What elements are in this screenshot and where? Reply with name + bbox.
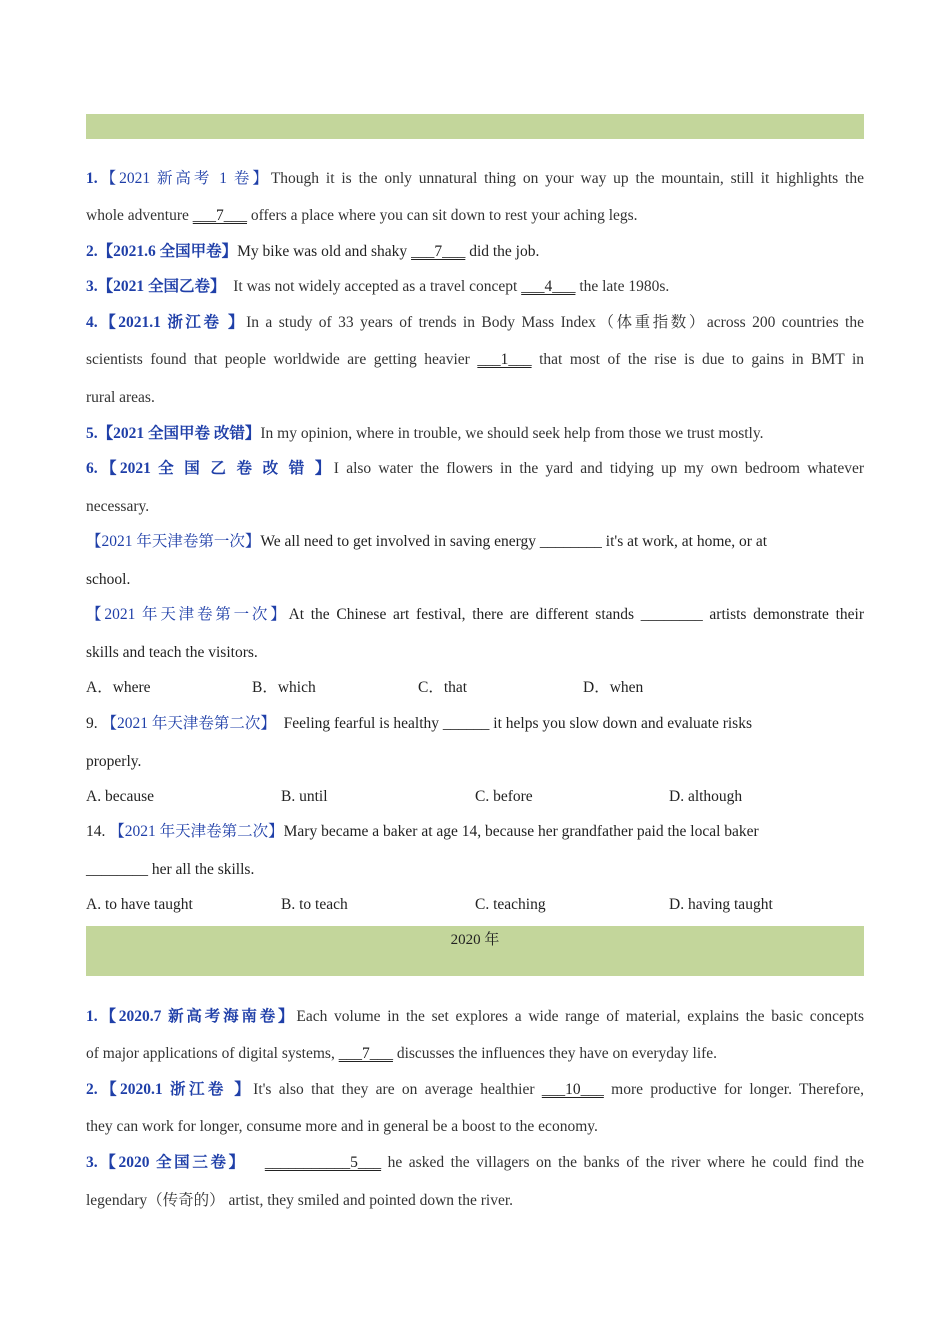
answer-blank: ___4___ (521, 278, 576, 295)
option-d: D. although (669, 788, 743, 805)
option-d: D．when (583, 679, 644, 696)
question-2021-6-line2: necessary. (86, 498, 150, 515)
option-c: C. before (475, 788, 533, 805)
question-2021-1-line2: whole adventure ___7___ offers a place where you can sit down to rest your aching legs. (86, 207, 638, 224)
question-2021-3: 3.【2021 全国乙卷】 It was not widely accepted as a travel concept ___4___ the late 1980s. (86, 278, 670, 295)
section-header-band (86, 114, 864, 139)
section-heading-text: 2020 年 (450, 932, 500, 948)
question-2021-1-line1: 1.【2021 新高考 1 卷】Though it is the only unnatural thing on your way up the mountain, still it highlights the (86, 170, 864, 187)
question-2020-3-line1: 3.【2020 全国三卷】 ___________5___ he asked the villagers on the banks of the river where he could find the (86, 1154, 864, 1171)
section-heading-2020 (86, 926, 864, 976)
question-2020-3-line2: legendary（传奇的） artist, they smiled and pointed down the river. (86, 1192, 514, 1209)
question-2021-4-line2: scientists found that people worldwide are getting heavier ___1___ that most of the rise is due to gains in BMT in (86, 351, 864, 368)
question-2021-4-line3: rural areas. (86, 389, 155, 406)
question-2021-4-line1: 4.【2021.1 浙江卷 】In a study of 33 years of trends in Body Mass Index（体重指数）across 200 countries the (86, 314, 864, 331)
option-a: A. because (86, 788, 154, 805)
answer-blank: ___10___ (541, 1081, 604, 1098)
question-tianjin-1-line2: school. (86, 571, 131, 588)
question-2021-6-line1: 6.【2021 全 国 乙 卷 改 错 】I also water the flowers in the yard and tidying up my own bedroom whatever (86, 460, 864, 477)
question-2021-14-line1: 14. 【2021 年天津卷第二次】Mary became a baker at age 14, because her grandfather paid the local baker (86, 823, 759, 840)
answer-blank: ___________5___ (264, 1154, 382, 1171)
question-2020-2-line1: 2.【2020.1 浙江卷 】It's also that they are on average healthier ___10___ more productive for longer. Therefore, (86, 1081, 864, 1098)
question-2020-1-line1: 1.【2020.7 新高考海南卷】Each volume in the set explores a wide range of material, explains the basic concepts (86, 1008, 864, 1025)
answer-blank: ___7___ (338, 1045, 393, 1062)
question-2021-14-line2: ________ her all the skills. (86, 861, 255, 878)
option-d: D. having taught (669, 896, 773, 913)
option-b: B. to teach (281, 896, 348, 913)
answer-blank: ___7___ (411, 243, 466, 260)
question-2021-9-line2: properly. (86, 753, 142, 770)
question-tianjin-2-line1: 【2021 年天津卷第一次】At the Chinese art festival, there are different stands ________ artists demonstrate their (86, 606, 864, 623)
option-b: B．which (252, 679, 316, 696)
question-2021-5: 5.【2021 全国甲卷 改错】In my opinion, where in trouble, we should seek help from those we trust mostly. (86, 425, 764, 442)
question-2020-1-line2: of major applications of digital systems, ___7___ discusses the influences they have on everyday life. (86, 1045, 718, 1062)
question-2021-9-line1: 9. 【2021 年天津卷第二次】 Feeling fearful is healthy ______ it helps you slow down and evaluate risks (86, 715, 752, 732)
question-tianjin-1-line1: 【2021 年天津卷第一次】We all need to get involved in saving energy ________ it's at work, at home, or at (86, 533, 768, 550)
option-b: B. until (281, 788, 328, 805)
answer-blank: ___1___ (477, 351, 532, 368)
answer-blank: ___7___ (192, 207, 247, 224)
question-tianjin-2-line2: skills and teach the visitors. (86, 644, 258, 661)
question-2020-2-line2: they can work for longer, consume more and in general be a boost to the economy. (86, 1118, 598, 1135)
question-2021-2: 2.【2021.6 全国甲卷】My bike was old and shaky ___7___ did the job. (86, 243, 540, 260)
option-a: A．where (86, 679, 151, 696)
option-a: A. to have taught (86, 896, 193, 913)
option-c: C．that (418, 679, 468, 696)
option-c: C. teaching (475, 896, 546, 913)
